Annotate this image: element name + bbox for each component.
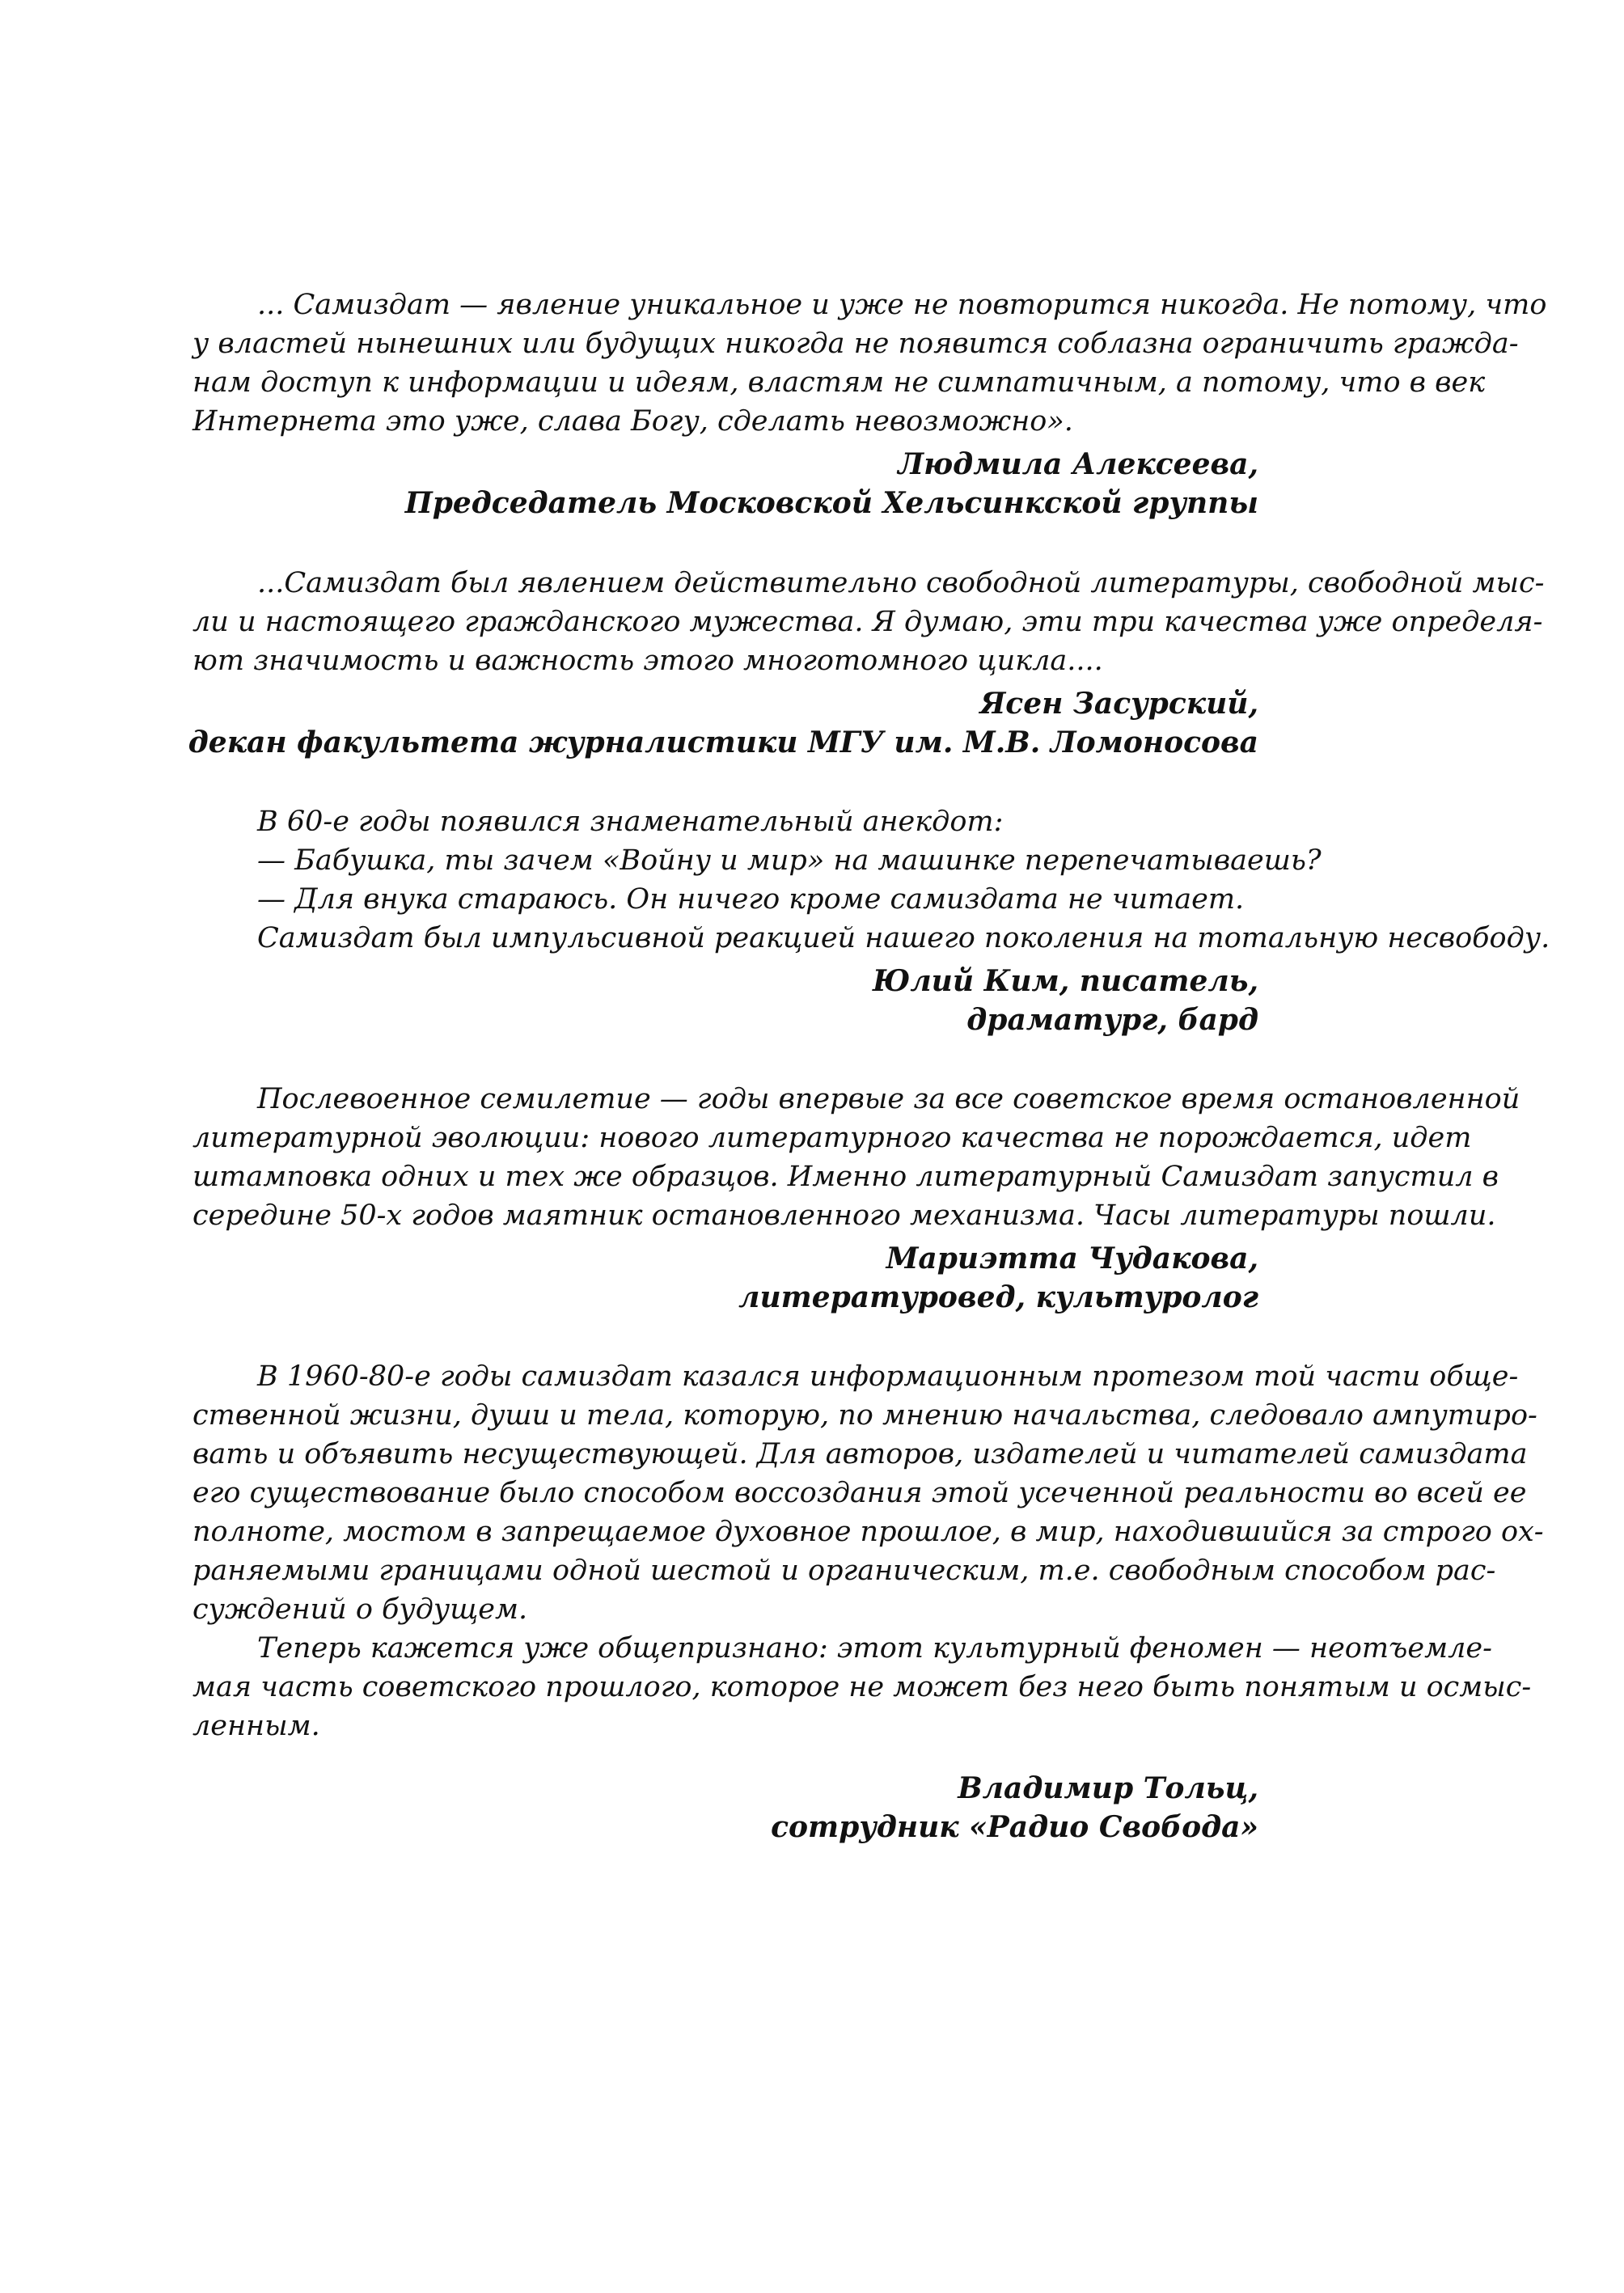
- quote-line: у властей нынешних или будущих никогда не появится соблазна ограничить гражда-: [192, 328, 1519, 360]
- quote-line: ленным.: [192, 1710, 320, 1742]
- quote-author-title: драматург, бард: [966, 1003, 1258, 1037]
- quote-author: Людмила Алексеева,: [898, 447, 1258, 481]
- quote-author: Владимир Тольц,: [958, 1771, 1258, 1805]
- quote-author-title: Председатель Московской Хельсинкской группы: [404, 486, 1258, 520]
- quote-line: середине 50-х годов маятник остановленного механизма. Часы литературы пошли.: [192, 1199, 1496, 1232]
- quote-line: суждений о будущем.: [192, 1593, 528, 1626]
- quote-line: мая часть советского прошлого, которое не может без него быть понятым и осмыс-: [192, 1671, 1532, 1703]
- quote-line: литературной эволюции: нового литературного качества не порождается, идет: [192, 1122, 1472, 1154]
- quote-line: нам доступ к информации и идеям, властям не симпатичным, а потому, что в век: [192, 366, 1486, 399]
- quote-line: В 1960-80-е годы самиздат казался информационным протезом той части обще-: [257, 1360, 1519, 1393]
- quote-line: ...Самиздат был явлением действительно свободной литературы, свободной мыс-: [257, 567, 1545, 599]
- quote-line: ственной жизни, души и тела, которую, по мнению начальства, следовало ампутиро-: [192, 1399, 1537, 1432]
- quote-author-title: декан факультета журналистики МГУ им. М.В. Ломоносова: [188, 726, 1258, 759]
- quote-line: ... Самиздат — явление уникальное и уже не повторится никогда. Не потому, что: [257, 289, 1547, 321]
- quote-line: вать и объявить несуществующей. Для авторов, издателей и читателей самиздата: [192, 1438, 1528, 1470]
- quote-line: Послевоенное семилетие — годы впервые за все советское время остановленной: [257, 1083, 1520, 1115]
- quote-author: Мариэтта Чудакова,: [886, 1242, 1258, 1276]
- quote-line: Интернета это уже, слава Богу, сделать невозможно».: [192, 405, 1073, 438]
- quote-author-title: литературовед, культуролог: [738, 1280, 1258, 1314]
- quote-line: Теперь кажется уже общепризнано: этот культурный феномен — неотъемле-: [257, 1632, 1492, 1665]
- quote-author-title: сотрудник «Радио Свобода»: [771, 1810, 1258, 1844]
- quote-line: В 60-е годы появился знаменательный анекдот:: [257, 806, 1004, 838]
- quote-author: Ясен Засурский,: [979, 687, 1258, 721]
- quote-line: — Бабушка, ты зачем «Войну и мир» на машинке перепечатываешь?: [257, 844, 1322, 877]
- quote-line: ют значимость и важность этого многотомного цикла....: [192, 645, 1103, 677]
- quote-author: Юлий Ким, писатель,: [873, 964, 1258, 998]
- quote-line: его существование было способом воссоздания этой усеченной реальности во всей ее: [192, 1477, 1527, 1509]
- quote-line: штамповка одних и тех же образцов. Именно литературный Самиздат запустил в: [192, 1161, 1499, 1193]
- quote-line: — Для внука стараюсь. Он ничего кроме самиздата не читает.: [257, 883, 1245, 916]
- quote-line: раняемыми границами одной шестой и органическим, т.е. свободным способом рас-: [192, 1555, 1496, 1587]
- quote-line: полноте, мостом в запрещаемое духовное прошлое, в мир, находившийся за строго ох-: [192, 1516, 1544, 1548]
- quote-line: ли и настоящего гражданского мужества. Я думаю, эти три качества уже определя-: [192, 606, 1543, 638]
- quote-line: Самиздат был импульсивной реакцией нашего поколения на тотальную несвободу.: [257, 922, 1550, 954]
